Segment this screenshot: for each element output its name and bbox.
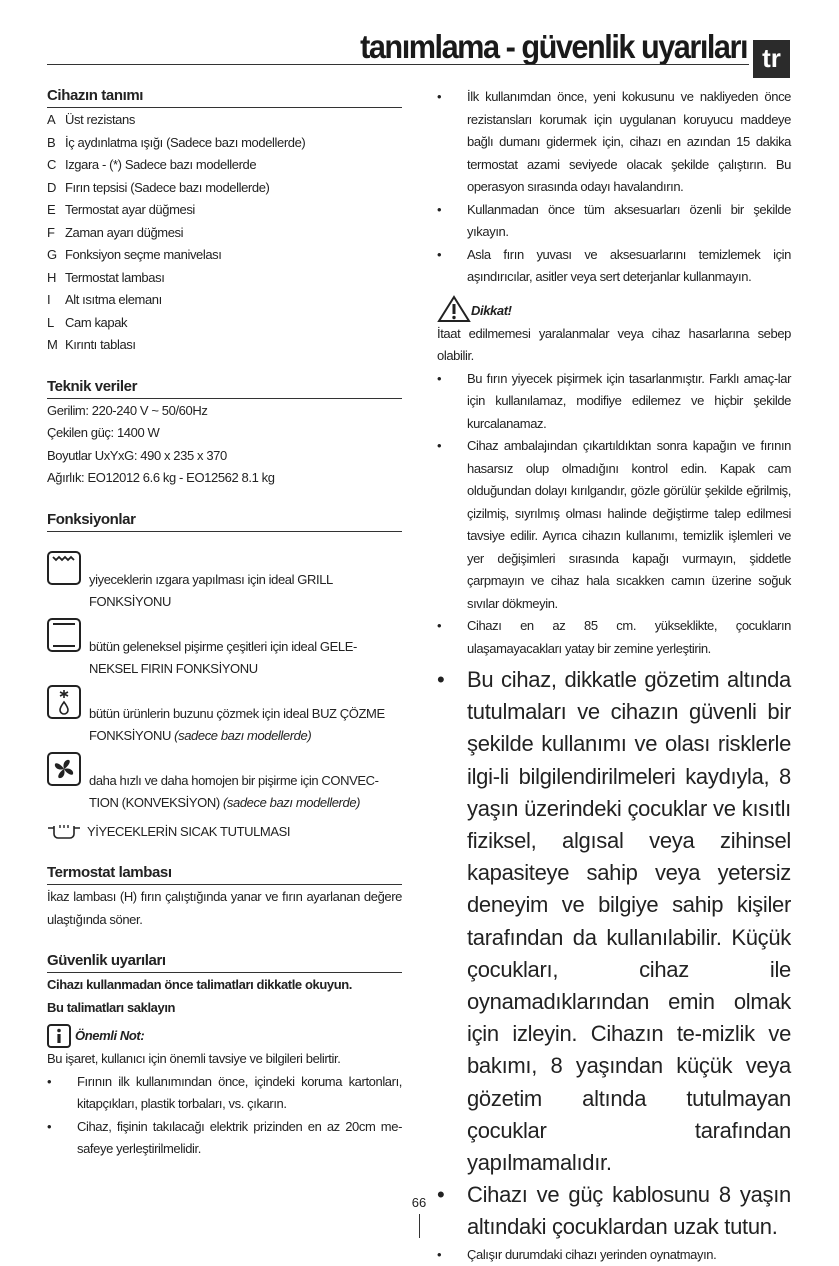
keep-warm-icon [47, 824, 81, 840]
warning-icon [437, 295, 471, 323]
page-number-rule [419, 1214, 420, 1238]
section-heading-description: Cihazın tanımı [47, 86, 402, 108]
list-item: • Bu fırın yiyecek pişirmek için tasarlanmıştır. Farklı amaç-lar için kullanılamaz, modifiye edilemez ve hiçbir şekilde kurcalanamaz. [437, 370, 791, 431]
tech-line: Çekilen güç: 1400 W [47, 425, 160, 440]
list-item: C Izgara - (*) Sadece bazı modellerde [47, 157, 257, 172]
tech-line: Gerilim: 220-240 V ~ 50/60Hz [47, 402, 208, 418]
list-item: • Bu cihaz, dikkatle gözetim altında tutulmaları ve cihazın güvenli bir şekilde kullanımı ve olası risklerle ilgi-li bilgilendirilmeleri kaydıyla, 8 yaşın üzerindeki çocuklar ve kısıtlı fiziksel, algısal veya zihinsel kapasiteye sahip veya yetersiz deneyim ve bilgiye sahip kişiler tarafından da kullanılabilir. Küçük çocukları, cihaz ile oynamadıklarından emin olmak için izleyin. Cihazın te-mizlik ve bakımı, 8 yaşından küçük veya gözetim altında tutulmayan çocuklar tarafından yapılmamalıdır. [437, 667, 791, 1176]
lamp-text: İkaz lambası (H) fırın çalıştığında yanar ve fırın ayarlanan değere ulaştığında söner. [47, 889, 402, 927]
safety-instruction: Bu talimatları saklayın [47, 999, 176, 1015]
header-rule [47, 64, 749, 65]
section-heading-tech: Teknik veriler [47, 377, 402, 399]
list-item: • Kullanmadan önce tüm aksesuarları özenli bir şekilde yıkayın. [437, 201, 791, 239]
list-item: • Asla fırın yuvası ve aksesuarlarını temizlemek için aşındırıcılar, asitler veya sert deterjanlar kullanmayın. [437, 246, 791, 284]
function-item: yiyeceklerin ızgara yapılması için ideal GRILL FONKSİYONU [47, 551, 402, 614]
keep-warm-item: YİYECEKLERİN SICAK TUTULMASI [47, 821, 402, 844]
left-column [47, 86, 402, 1161]
note-text: Bu işaret, kullanıcı için önemli tavsiye ve bilgileri belirtir. [47, 1051, 341, 1066]
tech-line: Boyutlar UxYxG: 490 x 235 x 370 [47, 447, 227, 463]
warning-heading: Dikkat! [437, 295, 791, 323]
list-item: • Cihazı ve güç kablosunu 8 yaşın altındaki çocuklardan uzak tutun. [437, 1182, 791, 1240]
section-heading-lamp: Termostat lambası [47, 863, 402, 885]
right-column [437, 86, 791, 1266]
warning-text: İtaat edilmemesi yaralanmalar veya cihaz hasarlarına sebep olabilir. [437, 325, 791, 363]
tech-line: Ağırlık: EO12012 6.6 kg - EO12562 8.1 kg [47, 470, 275, 485]
defrost-icon [47, 685, 81, 719]
list-item: I Alt ısıtma elemanı [47, 292, 162, 307]
list-item: D Fırın tepsisi (Sadece bazı modellerde) [47, 179, 270, 195]
safety-instruction: Cihazı kullanmadan önce talimatları dikkatle okuyun. [47, 977, 353, 992]
list-item: H Termostat lambası [47, 269, 165, 285]
function-item: bütün ürünlerin buzunu çözmek için ideal BUZ ÇÖZME FONKSİYONU (sadece bazı modellerde) [47, 685, 402, 748]
grill-icon [47, 551, 81, 585]
conventional-oven-icon [47, 618, 81, 652]
list-item: • Cihazı en az 85 cm. yükseklikte, çocukların ulaşamayacakları yatay bir zemine yerleştirin. [437, 618, 791, 656]
parts-list [47, 109, 402, 357]
list-item: F Zaman ayarı düğmesi [47, 224, 184, 240]
list-item: • Fırının ilk kullanımından önce, içindeki koruma kartonları, kitapçıkları, plastik torbaları, vs. çıkarın. [47, 1073, 402, 1111]
function-item: daha hızlı ve daha homojen bir pişirme için CONVEC-TION (KONVEKSİYON) (sadece bazı modellerde) [47, 752, 402, 815]
language-badge: tr [753, 40, 790, 78]
list-item: • İlk kullanımdan önce, yeni kokusunu ve nakliyeden önce rezistansları korumak için uygulanan koruyucu maddeye bağlı dumanı gidermek için, cihazı en azından 15 dakika termostat azami seviyede olacak şekilde çalıştırın. Bu operasyon sırasında odayı havalandırın. [437, 89, 791, 194]
list-item: E Termostat ayar düğmesi [47, 202, 195, 217]
info-icon [47, 1024, 71, 1048]
section-heading-functions: Fonksiyonlar [47, 510, 402, 532]
list-item: G Fonksiyon seçme manivelası [47, 247, 222, 262]
list-item: • Cihaz ambalajından çıkartıldıktan sonra kapağın ve fırının hasarsız olup olmadığını kontrol edin. Kapak cam olduğundan dolayı kırılgandır, gözle görülür şekilde eğrilmiş, çizilmiş, sıyrılmış olması halinde değiştirme talep edilmesi tavsiye edilir. Ayrıca cihazın kullanımı, temizlik işlemleri ve yer değişimleri sırasında kapağı vurmayın, şiddetle çarpmayın ve cihaz hala sıcakken camın üzerine soğuk sıvılar dökmeyin. [437, 438, 791, 611]
list-item: A Üst rezistans [47, 112, 135, 127]
important-note-heading: Önemli Not: [47, 1024, 402, 1048]
list-item: • Çalışır durumdaki cihazı yerinden oynatmayın. [437, 1246, 717, 1262]
list-item: L Cam kapak [47, 314, 128, 330]
list-item: • Cihaz, fişinin takılacağı elektrik prizinden en az 20cm me-safeye yerleştirilmelidir. [47, 1118, 402, 1156]
section-heading-safety: Güvenlik uyarıları [47, 951, 402, 973]
page-title: tanımlama - güvenlik uyarıları [360, 28, 747, 65]
list-item: B İç aydınlatma ışığı (Sadece bazı modellerde) [47, 134, 306, 150]
function-item: bütün geleneksel pişirme çeşitleri için ideal GELE-NEKSEL FIRIN FONKSİYONU [47, 618, 402, 681]
list-item: M Kırıntı tablası [47, 337, 136, 352]
page-number: 66 [411, 1195, 427, 1210]
fan-icon [47, 752, 81, 786]
